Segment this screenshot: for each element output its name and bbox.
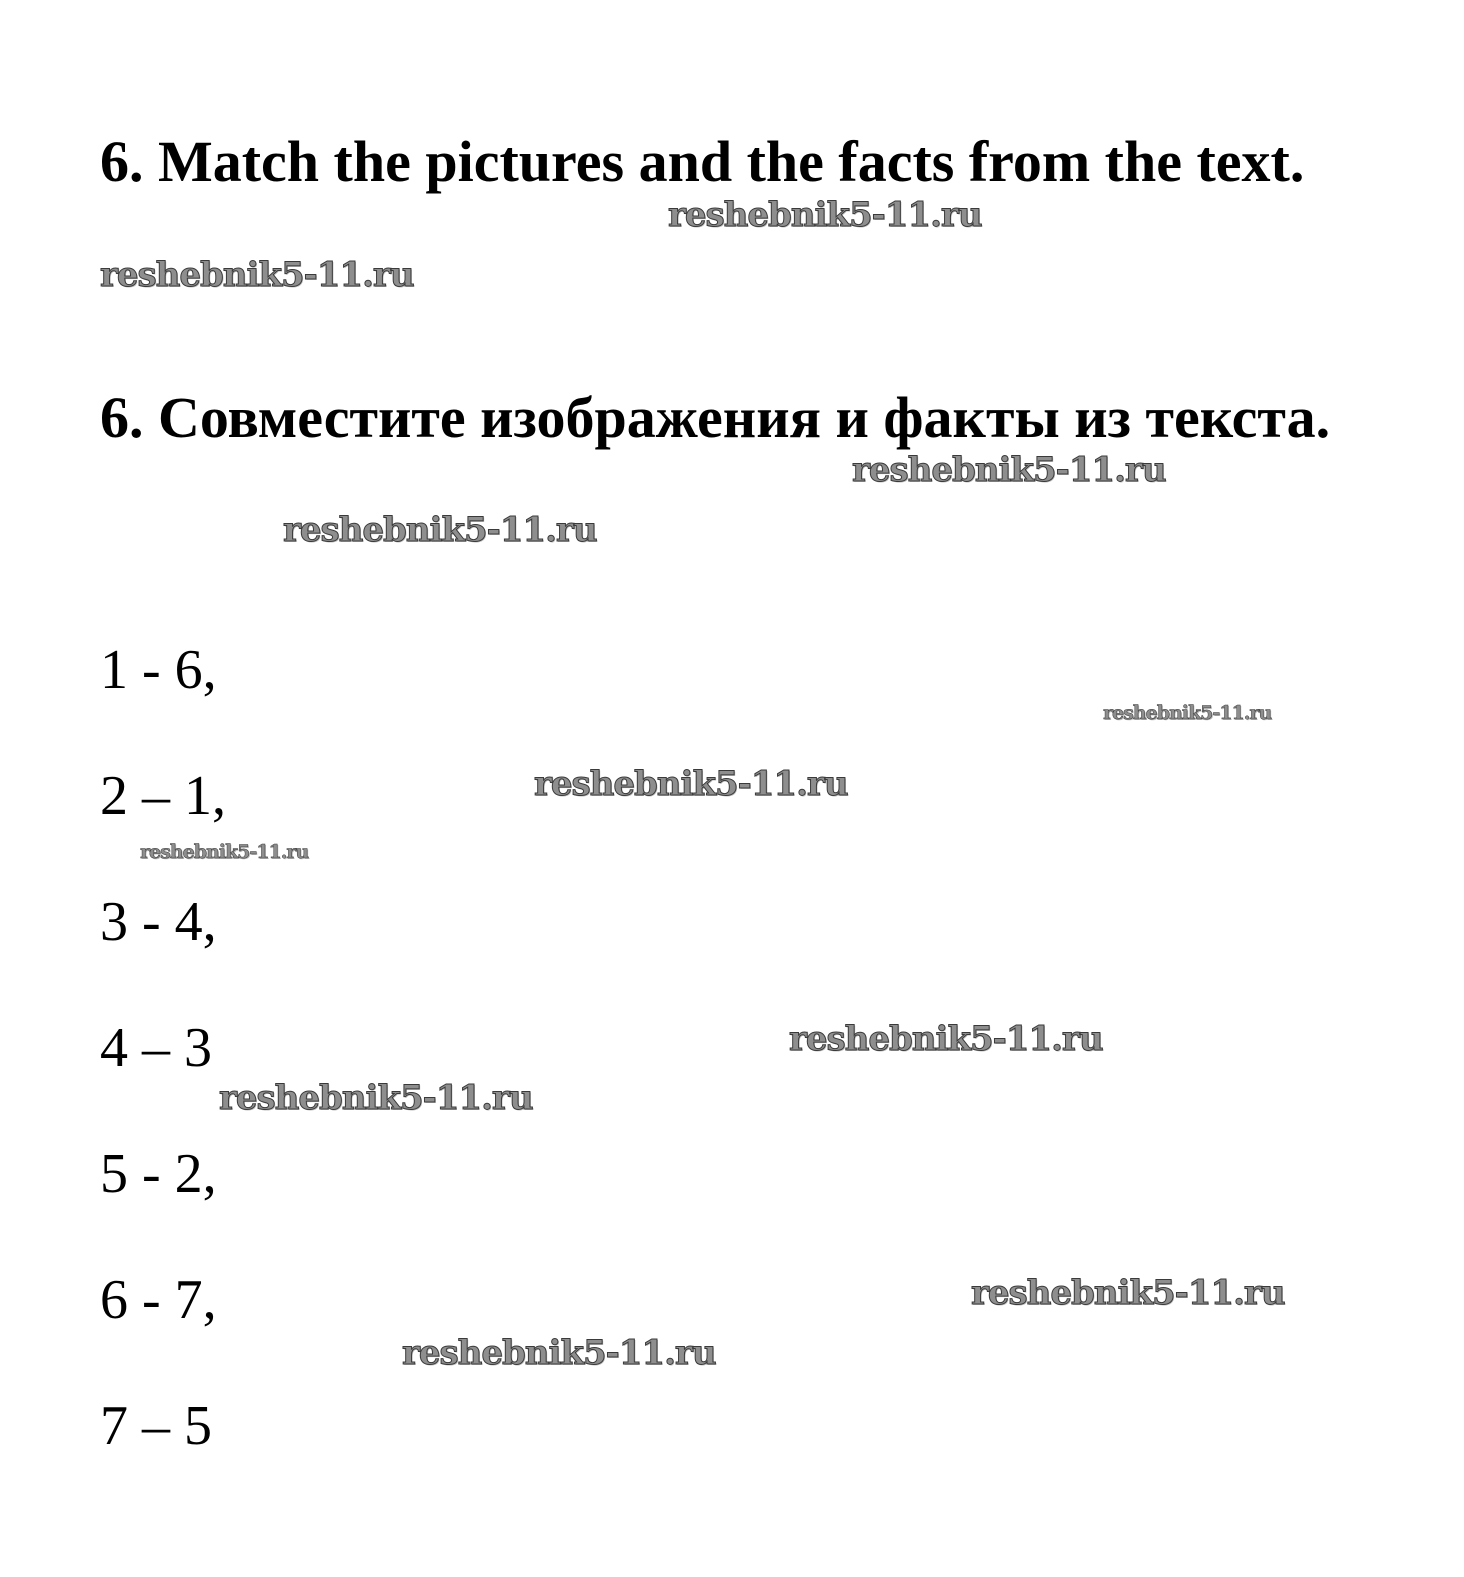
watermark-text: reshebnik5-11.ru [971, 1273, 1285, 1313]
watermark-text: reshebnik5-11.ru [100, 255, 414, 295]
answer-line-3: 3 - 4, [100, 891, 217, 953]
watermark-text: reshebnik5-11.ru [283, 510, 597, 550]
watermark-text: reshebnik5-11.ru [402, 1333, 716, 1373]
answer-line-6: 6 - 7, [100, 1269, 217, 1331]
answer-line-4: 4 – 3 [100, 1017, 212, 1079]
answer-line-7: 7 – 5 [100, 1395, 212, 1457]
answer-line-1: 1 - 6, [100, 639, 217, 701]
answer-line-2: 2 – 1, [100, 765, 226, 827]
watermark-text: reshebnik5-11.ru [668, 195, 982, 235]
watermark-text: reshebnik5-11.ru [852, 450, 1166, 490]
watermark-text: reshebnik5-11.ru [534, 764, 848, 804]
task-heading-russian: 6. Совместите изображения и факты из текста. [100, 385, 1331, 450]
watermark-text: reshebnik5-11.ru [1103, 702, 1272, 724]
watermark-text: reshebnik5-11.ru [219, 1078, 533, 1118]
watermark-text: reshebnik5-11.ru [140, 841, 309, 863]
watermark-text: reshebnik5-11.ru [789, 1019, 1103, 1059]
task-heading-english: 6. Match the pictures and the facts from the text. [100, 129, 1305, 194]
answer-line-5: 5 - 2, [100, 1143, 217, 1205]
